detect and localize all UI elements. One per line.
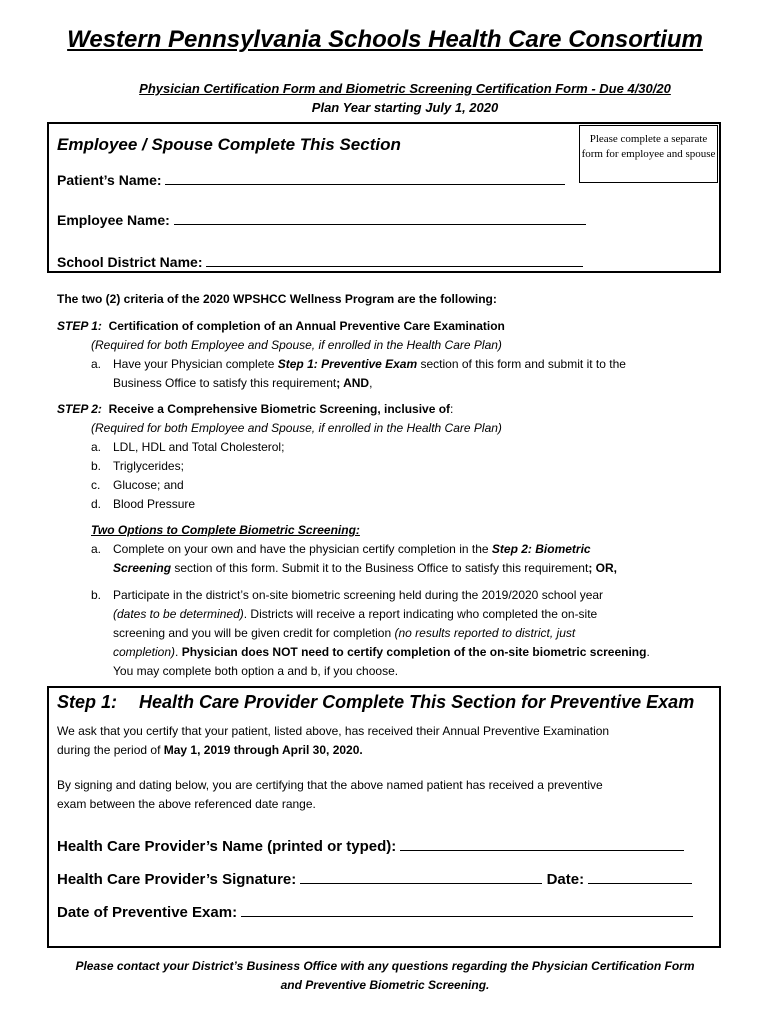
page-subtitle — [0, 79, 770, 117]
option-b-line4 — [113, 643, 650, 662]
option-b-period: . — [646, 645, 650, 659]
subtitle-line-1: Physician Certification Form and Biometric Screening Certification Form - Due 4/30/20 — [139, 81, 671, 96]
step1-required: (Required for both Employee and Spouse, if enrolled in the Health Care Plan) — [91, 338, 502, 352]
step2-colon: : — [450, 402, 454, 416]
provider-section-heading — [57, 692, 694, 713]
step1-heading — [57, 317, 505, 336]
step1-a-line2 — [113, 374, 372, 393]
option-b-marker: b. — [91, 588, 102, 602]
option-a-line1 — [113, 540, 591, 559]
step2-item-marker: b. — [91, 459, 102, 473]
option-a-bold2: Screening — [113, 561, 172, 575]
exam-date-field — [57, 902, 693, 921]
provider-para1-text: during the period of — [57, 743, 164, 757]
option-b-line2 — [113, 605, 597, 624]
step2-heading — [57, 400, 453, 419]
step1-a-bold: Step 1: Preventive Exam — [277, 357, 418, 371]
signature-date-label: Date: — [546, 871, 585, 888]
step1-a-and: ; AND — [336, 376, 370, 390]
step2-item: Triglycerides; — [113, 459, 184, 473]
footer-line-2: and Preventive Biometric Screening. — [280, 978, 490, 992]
step1-a-marker: a. — [91, 357, 102, 371]
employee-name-label: Employee Name: — [57, 212, 170, 228]
step1-a-text2: section of this form and submit it to the — [417, 357, 626, 371]
exam-date-input[interactable] — [241, 902, 693, 917]
option-b-italic3: completion) — [113, 645, 176, 659]
option-b-italic: (dates to be determined) — [113, 607, 244, 621]
option-b-line1: Participate in the district’s on-site biometric screening held during the 2019/2020 school year — [113, 588, 604, 602]
option-b-line5: You may complete both option a and b, if you choose. — [113, 664, 399, 678]
employee-section-heading: Employee / Spouse Complete This Section — [57, 135, 401, 154]
option-a-line2 — [113, 559, 617, 578]
options-heading: Two Options to Complete Biometric Screening: — [91, 523, 360, 537]
provider-para2-line2: exam between the above referenced date range. — [57, 797, 316, 811]
provider-date-range: May 1, 2019 through April 30, 2020. — [163, 743, 363, 757]
step1-a-line2-text: Business Office to satisfy this requirement — [113, 376, 337, 390]
step2-item: LDL, HDL and Total Cholesterol; — [113, 440, 285, 454]
option-a-text: Complete on your own and have the physician certify completion in the — [113, 542, 492, 556]
provider-name-label: Health Care Provider’s Name (printed or typed): — [57, 838, 397, 855]
employee-name-input[interactable] — [174, 210, 586, 225]
provider-para1-line1: We ask that you certify that your patient, listed above, has received their Annual Preventive Examination — [57, 724, 610, 738]
page-title: Western Pennsylvania Schools Health Care Consortium — [67, 26, 703, 53]
footer-line-1: Please contact your District’s Business Office with any questions regarding the Physician Certification Form — [75, 959, 695, 973]
option-b-line3 — [113, 624, 575, 643]
provider-para1-line2 — [57, 741, 363, 760]
school-district-input[interactable] — [206, 252, 583, 267]
provider-heading-step: Step 1: — [57, 692, 118, 712]
subtitle-line-2: Plan Year starting July 1, 2020 — [311, 100, 499, 115]
step2-item: Glucose; and — [113, 478, 184, 492]
step1-label: STEP 1: — [57, 319, 102, 333]
patient-name-input[interactable] — [165, 170, 565, 185]
patient-name-label: Patient’s Name: — [57, 172, 162, 188]
criteria-intro: The two (2) criteria of the 2020 WPSHCC Wellness Program are the following: — [57, 292, 497, 306]
step2-item-marker: a. — [91, 440, 102, 454]
step1-title: Certification of completion of an Annual Preventive Care Examination — [108, 319, 505, 333]
provider-para2-line1: By signing and dating below, you are certifying that the above named patient has received a preventive — [57, 778, 603, 792]
step2-label: STEP 2: — [57, 402, 102, 416]
option-a-text2: section of this form. Submit it to the Business Office to satisfy this requirement — [171, 561, 589, 575]
provider-signature-field — [57, 869, 692, 888]
option-b-text: . Districts will receive a report indicating who completed the on-site — [243, 607, 598, 621]
option-b-text3: screening and you will be given credit for completion — [113, 626, 395, 640]
step2-item: Blood Pressure — [113, 497, 196, 511]
provider-name-field — [57, 836, 684, 855]
footer-note — [0, 957, 770, 995]
step1-a-text: Have your Physician complete — [113, 357, 278, 371]
step1-a-comma: , — [369, 376, 373, 390]
separate-form-note: Please complete a separate form for employee and spouse — [579, 125, 718, 183]
option-a-or: ; OR, — [588, 561, 617, 575]
patient-name-field — [57, 170, 565, 188]
exam-date-label: Date of Preventive Exam: — [57, 904, 238, 921]
option-b-bold: Physician does NOT need to certify completion of the on-site biometric screening — [181, 645, 647, 659]
option-b-text4: . — [175, 645, 182, 659]
step2-item-marker: c. — [91, 478, 101, 492]
option-a-bold: Step 2: Biometric — [491, 542, 591, 556]
provider-name-input[interactable] — [400, 836, 684, 851]
step1-a-line1 — [113, 355, 626, 374]
option-b-italic2: (no results reported to district, just — [394, 626, 576, 640]
school-district-field — [57, 252, 583, 270]
step2-required: (Required for both Employee and Spouse, if enrolled in the Health Care Plan) — [91, 421, 502, 435]
step2-title: Receive a Comprehensive Biometric Screening, inclusive of — [108, 402, 451, 416]
provider-signature-input[interactable] — [300, 869, 542, 884]
option-a-marker: a. — [91, 542, 102, 556]
provider-heading-text: Health Care Provider Complete This Section for Preventive Exam — [139, 692, 695, 712]
employee-name-field — [57, 210, 586, 228]
provider-signature-label: Health Care Provider’s Signature: — [57, 871, 297, 888]
step2-item-marker: d. — [91, 497, 102, 511]
signature-date-input[interactable] — [588, 869, 692, 884]
school-district-label: School District Name: — [57, 254, 203, 270]
